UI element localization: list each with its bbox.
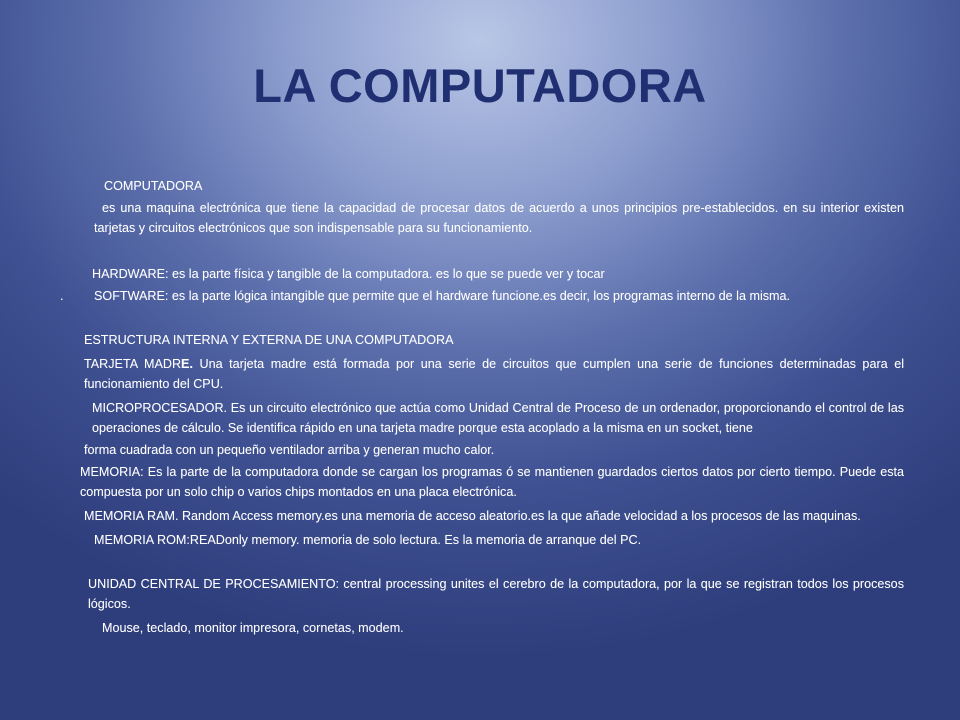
paragraph-forma-cuadrada: forma cuadrada con un pequeño ventilador arriba y generan mucho calor. [84, 443, 495, 457]
paragraph-memoria-rom: MEMORIA ROM:READonly memory. memoria de solo lectura. Es la memoria de arranque del PC. [94, 533, 642, 547]
paragraph-perifericos: Mouse, teclado, monitor impresora, cornetas, modem. [102, 621, 404, 635]
paragraph-computadora-definition: es una maquina electrónica que tiene la capacidad de procesar datos de acuerdo a unos principios pre-establecidos. en su interior existen tarjetas y circuitos electrónicos que son indispensable para su funcionamiento. [94, 201, 904, 235]
paragraph-tarjeta-madre [84, 354, 904, 394]
paragraph-hardware: HARDWARE: es la parte física y tangible de la computadora. es lo que se puede ver y tocar [92, 267, 605, 281]
paragraph-computadora-heading: COMPUTADORA [104, 179, 203, 193]
paragraph-memoria-ram: MEMORIA RAM. Random Access memory.es una memoria de acceso aleatorio.es la que añade velocidad a los procesos de las maquinas. [84, 509, 861, 523]
paragraph-software: SOFTWARE: es la parte lógica intangible que permite que el hardware funcione.es decir, los programas interno de la misma. [94, 289, 791, 303]
tarjeta-madre-lead: TARJETA MADR [84, 357, 182, 371]
paragraph-estructura-heading: ESTRUCTURA INTERNA Y EXTERNA DE UNA COMPUTADORA [84, 333, 454, 347]
slide-title: LA COMPUTADORA [253, 59, 707, 112]
paragraph-microprocesador: MICROPROCESADOR. Es un circuito electrónico que actúa como Unidad Central de Proceso de un ordenador, proporcionando el control de las operaciones de cálculo. Se identifica rápido en una tarjeta madre porque esta acoplado a la misma en un socket, tiene [92, 401, 904, 435]
tarjeta-madre-rest: Una tarjeta madre está formada por una serie de circuitos que cumplen una serie de funciones determinadas para el funcionamiento del CPU. [84, 357, 904, 391]
paragraph-memoria: MEMORIA: Es la parte de la computadora donde se cargan los programas ó se mantienen guardados ciertos datos por cierto tiempo. Puede esta compuesta por un solo chip o varios chips montados en una placa electrónica. [80, 465, 904, 499]
paragraph-software-marker: . [60, 289, 64, 303]
tarjeta-madre-bold: E. [181, 357, 193, 371]
paragraph-unidad-central: UNIDAD CENTRAL DE PROCESAMIENTO: central processing unites el cerebro de la computadora, por la que se registran todos los procesos lógicos. [88, 577, 904, 611]
